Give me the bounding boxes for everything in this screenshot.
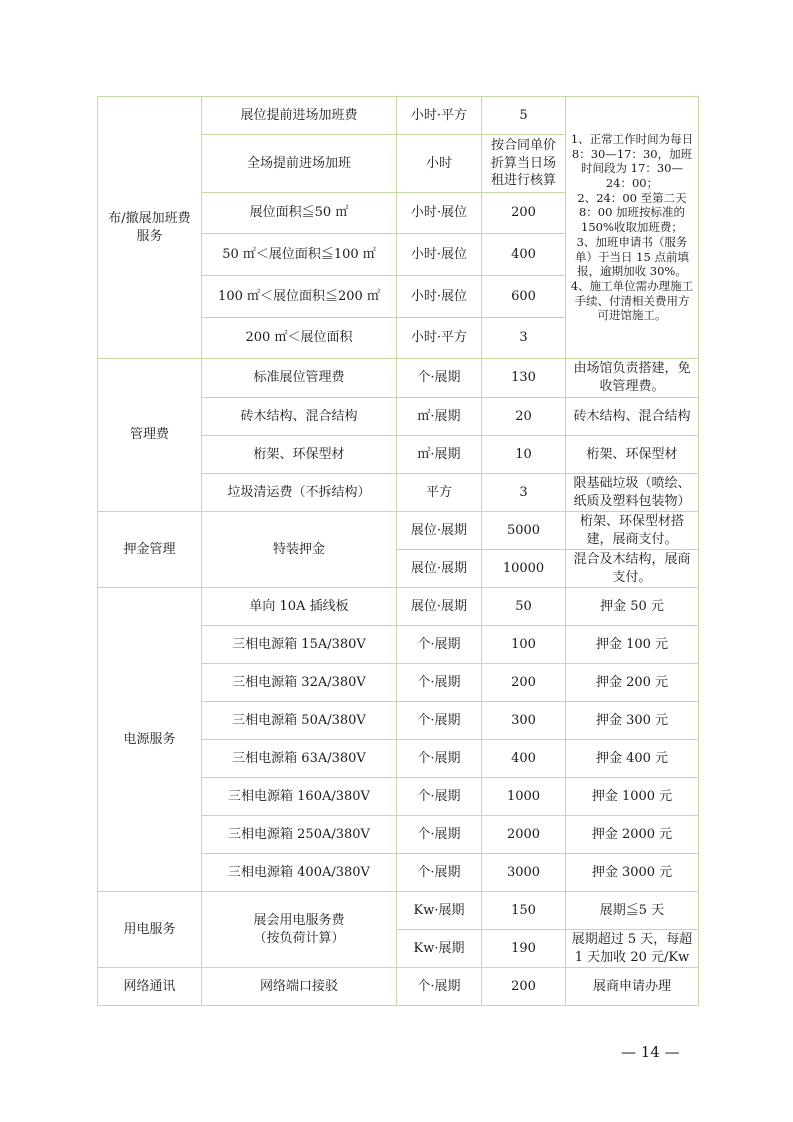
page-number: — 14 —	[621, 1043, 680, 1061]
price-cell: 3000	[482, 854, 566, 892]
item-cell: 单向 10A 插线板	[202, 588, 397, 626]
note-cell: 押金 2000 元	[566, 816, 699, 854]
price-cell: 3	[482, 318, 566, 359]
price-cell: 300	[482, 702, 566, 740]
unit-cell: 展位·展期	[397, 588, 482, 626]
price-cell: 150	[482, 892, 566, 930]
unit-cell: 个·展期	[397, 968, 482, 1006]
table-row	[98, 588, 699, 626]
unit-cell: 个·展期	[397, 359, 482, 398]
item-cell: 三相电源箱 32A/380V	[202, 664, 397, 702]
price-cell: 200	[482, 193, 566, 234]
price-cell: 400	[482, 740, 566, 778]
unit-cell: Kw·展期	[397, 930, 482, 968]
price-cell: 200	[482, 664, 566, 702]
category-cell: 押金管理	[98, 512, 202, 588]
note-cell: 混合及木结构，展商支付。	[566, 550, 699, 588]
note-cell: 押金 100 元	[566, 626, 699, 664]
price-cell: 190	[482, 930, 566, 968]
item-cell: 三相电源箱 250A/380V	[202, 816, 397, 854]
unit-cell: 小时	[397, 135, 482, 193]
price-cell: 200	[482, 968, 566, 1006]
item-cell: 三相电源箱 63A/380V	[202, 740, 397, 778]
unit-cell: 小时·平方	[397, 318, 482, 359]
price-cell: 按合同单价折算当日场租进行核算	[482, 135, 566, 193]
item-cell: 桁架、环保型材	[202, 436, 397, 474]
item-cell: 三相电源箱 50A/380V	[202, 702, 397, 740]
note-cell: 展期≦5 天	[566, 892, 699, 930]
category-cell: 管理费	[98, 359, 202, 512]
price-cell: 50	[482, 588, 566, 626]
table-row	[98, 968, 699, 1006]
note-cell: 押金 3000 元	[566, 854, 699, 892]
unit-cell: 小时·平方	[397, 97, 482, 135]
note-cell: 桁架、环保型材	[566, 436, 699, 474]
unit-cell: ㎡·展期	[397, 398, 482, 436]
price-cell: 5	[482, 97, 566, 135]
price-cell: 130	[482, 359, 566, 398]
unit-cell: 小时·展位	[397, 234, 482, 276]
unit-cell: Kw·展期	[397, 892, 482, 930]
fee-table	[97, 96, 699, 1006]
note-cell: 砖木结构、混合结构	[566, 398, 699, 436]
unit-cell: 小时·展位	[397, 193, 482, 234]
price-cell: 1000	[482, 778, 566, 816]
price-cell: 600	[482, 276, 566, 318]
item-cell: 200 ㎡＜展位面积	[202, 318, 397, 359]
unit-cell: 个·展期	[397, 702, 482, 740]
note-cell: 由场馆负责搭建，免收管理费。	[566, 359, 699, 398]
note-cell: 1、正常工作时间为每日 8：30—17：30，加班时间段为 17：30—24：00； 2、24：00 至第二天 8：00 加班按标准的 150%收取加班费； 3、加班申请书（服务单）于当日 15 点前填报，逾期加收 30%。 4、施工单位需办理施工手续、付清相关费用方可进馆施工。	[566, 97, 699, 359]
item-cell: 展会用电服务费 （按负荷计算）	[202, 892, 397, 968]
table-row	[98, 97, 699, 135]
item-cell: 展位面积≦50 ㎡	[202, 193, 397, 234]
price-cell: 10	[482, 436, 566, 474]
note-cell: 押金 1000 元	[566, 778, 699, 816]
table-row	[98, 512, 699, 550]
table-row	[98, 359, 699, 398]
note-cell: 押金 50 元	[566, 588, 699, 626]
price-cell: 3	[482, 474, 566, 512]
item-cell: 展位提前进场加班费	[202, 97, 397, 135]
note-cell: 桁架、环保型材搭建，展商支付。	[566, 512, 699, 550]
unit-cell: 个·展期	[397, 626, 482, 664]
item-cell: 特装押金	[202, 512, 397, 588]
item-cell: 全场提前进场加班	[202, 135, 397, 193]
unit-cell: ㎡·展期	[397, 436, 482, 474]
price-cell: 20	[482, 398, 566, 436]
unit-cell: 小时·展位	[397, 276, 482, 318]
note-cell: 展商申请办理	[566, 968, 699, 1006]
item-cell: 三相电源箱 400A/380V	[202, 854, 397, 892]
note-cell: 限基础垃圾（喷绘、纸质及塑料包装物）	[566, 474, 699, 512]
unit-cell: 展位·展期	[397, 512, 482, 550]
unit-cell: 展位·展期	[397, 550, 482, 588]
price-cell: 400	[482, 234, 566, 276]
price-cell: 10000	[482, 550, 566, 588]
unit-cell: 个·展期	[397, 740, 482, 778]
item-cell: 标准展位管理费	[202, 359, 397, 398]
unit-cell: 个·展期	[397, 778, 482, 816]
table-row	[98, 892, 699, 930]
unit-cell: 个·展期	[397, 854, 482, 892]
note-cell: 押金 200 元	[566, 664, 699, 702]
category-cell: 网络通讯	[98, 968, 202, 1006]
category-cell: 电源服务	[98, 588, 202, 892]
item-cell: 砖木结构、混合结构	[202, 398, 397, 436]
unit-cell: 个·展期	[397, 816, 482, 854]
item-cell: 三相电源箱 160A/380V	[202, 778, 397, 816]
item-cell: 50 ㎡＜展位面积≦100 ㎡	[202, 234, 397, 276]
unit-cell: 个·展期	[397, 664, 482, 702]
category-cell: 布/撤展加班费服务	[98, 97, 202, 359]
item-cell: 垃圾清运费（不拆结构）	[202, 474, 397, 512]
price-cell: 5000	[482, 512, 566, 550]
price-cell: 2000	[482, 816, 566, 854]
item-cell: 三相电源箱 15A/380V	[202, 626, 397, 664]
note-cell: 押金 300 元	[566, 702, 699, 740]
item-cell: 100 ㎡＜展位面积≦200 ㎡	[202, 276, 397, 318]
item-cell: 网络端口接驳	[202, 968, 397, 1006]
note-cell: 展期超过 5 天，每超 1 天加收 20 元/Kw	[566, 930, 699, 968]
category-cell: 用电服务	[98, 892, 202, 968]
price-cell: 100	[482, 626, 566, 664]
unit-cell: 平方	[397, 474, 482, 512]
note-cell: 押金 400 元	[566, 740, 699, 778]
